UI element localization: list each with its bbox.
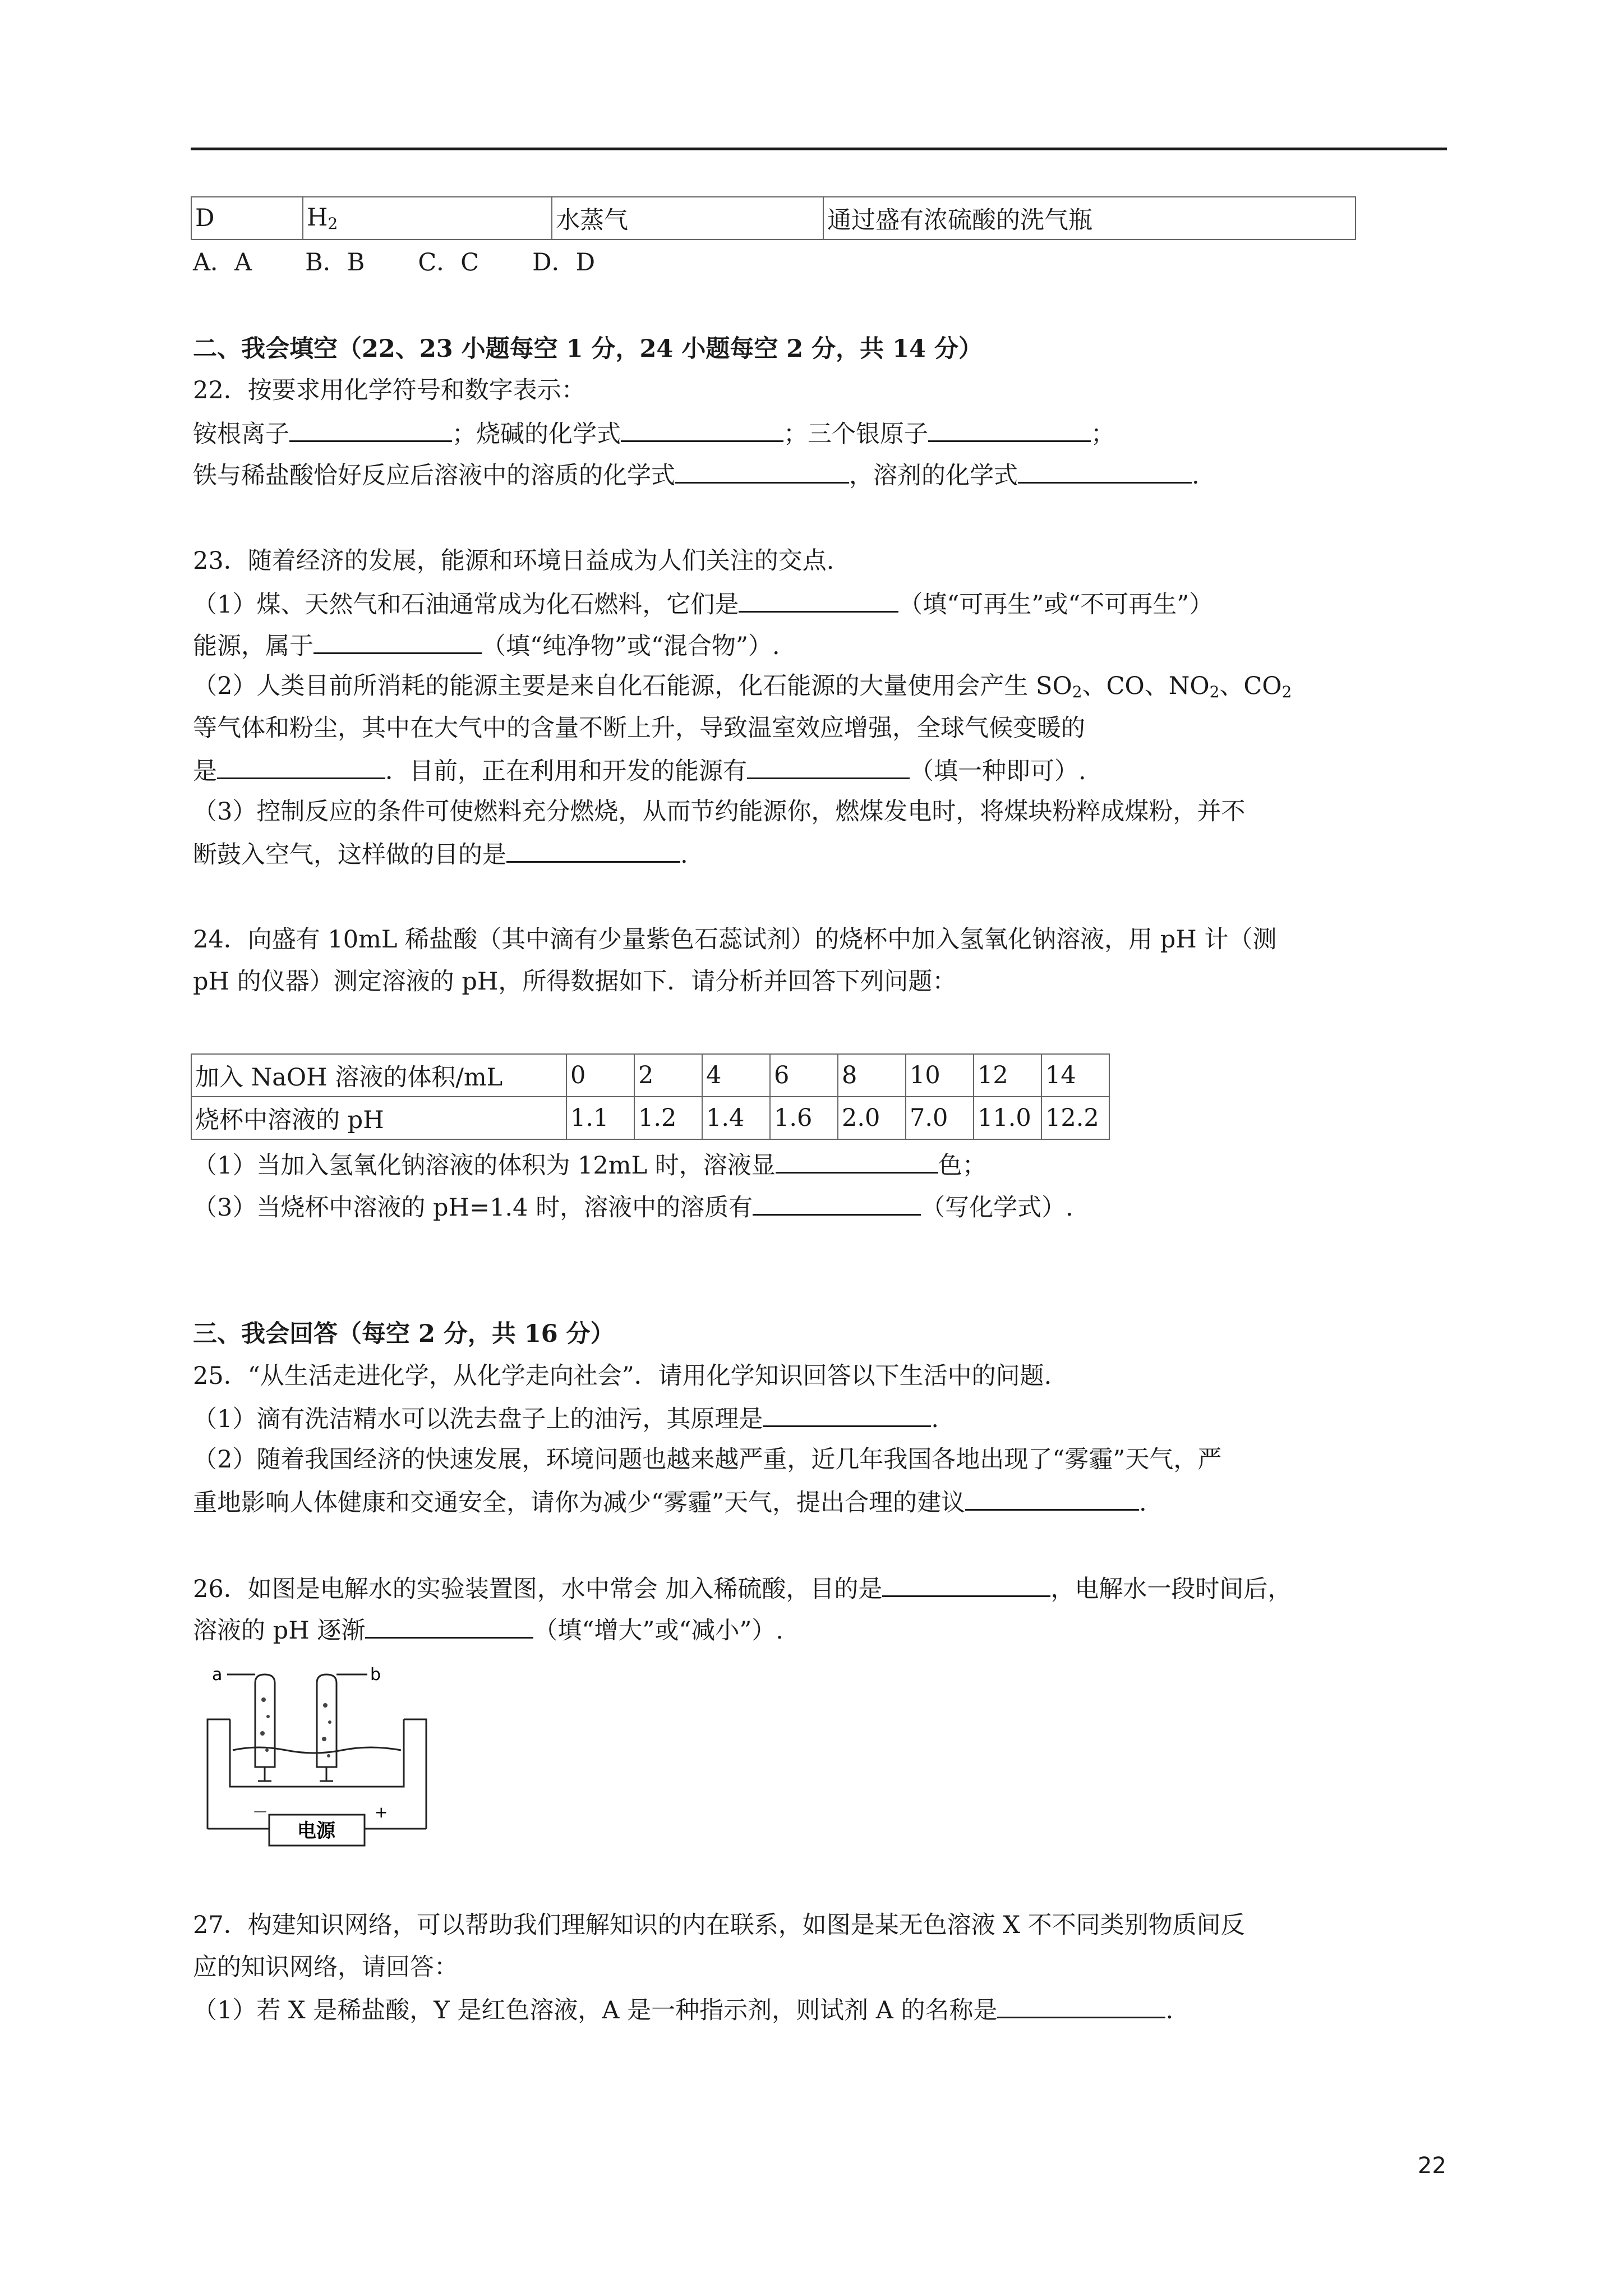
answer-blank[interactable] xyxy=(882,1571,1050,1597)
q23-p3: （3）控制反应的条件可使燃料充分燃烧，从而节约能源你，燃煤发电时，将煤块粉粹成煤粉，并不 xyxy=(193,798,1246,826)
answer-blank[interactable] xyxy=(965,1484,1139,1511)
q23-p3-cont: 断鼓入空气，这样做的目的是 . xyxy=(193,836,688,872)
q26-line2: 溶液的 pH 逐渐 （填“增大”或“减小”）. xyxy=(193,1612,783,1648)
answer-blank[interactable] xyxy=(747,753,910,779)
option-d: D．D xyxy=(532,249,596,277)
answer-blank[interactable] xyxy=(675,457,849,484)
q23-stem: 23．随着经济的发展，能源和环境日益成为人们关注的交点. xyxy=(193,547,834,575)
q25-stem: 25．“从生活走进化学，从化学走向社会”．请用化学知识回答以下生活中的问题. xyxy=(193,1362,1052,1390)
q22-line1: 铵根离子 ；烧碱的化学式 ；三个银原子 ； xyxy=(193,416,1115,451)
table-cell: 1.4 xyxy=(702,1097,770,1139)
table-cell: 2 xyxy=(634,1054,702,1097)
page-number: 22 xyxy=(1418,2153,1446,2179)
table-cell: $H_2$ xyxy=(303,197,552,240)
table-cell: 0 xyxy=(566,1054,634,1097)
electrolysis-apparatus-diagram xyxy=(196,1666,437,1857)
table-header-cell: 烧杯中溶液的 pH xyxy=(191,1097,566,1139)
q24-stem: 24．向盛有 10mL 稀盐酸（其中滴有少量紫色石蕊试剂）的烧杯中加入氢氧化钠溶液，用 pH 计（测 xyxy=(193,926,1277,954)
q27-line1: 27．构建知识网络，可以帮助我们理解知识的内在联系，如图是某无色溶液 X 不不同类别物质间反 xyxy=(193,1911,1245,1939)
header-rule xyxy=(191,148,1447,150)
option-a: A．A xyxy=(193,249,252,277)
q27-line2: 应的知识网络，请回答： xyxy=(193,1953,458,1981)
q23-p2: （2）人类目前所消耗的能源主要是来自化石能源，化石能源的大量使用会产生 $SO_2$、CO、$NO_2$、$CO_2$ xyxy=(193,672,1292,701)
table-cell: 6 xyxy=(770,1054,838,1097)
q25-p1: （1）滴有洗洁精水可以洗去盘子上的油污，其原理是 . xyxy=(193,1401,939,1436)
table-cell: 12 xyxy=(974,1054,1041,1097)
q25-p2-cont: 重地影响人体健康和交通安全，请你为减少“雾霾”天气，提出合理的建议 . xyxy=(193,1484,1147,1520)
table-cell: 水蒸气 xyxy=(552,197,823,240)
label-a: a xyxy=(212,1666,223,1685)
q24-stem-cont: pH 的仪器）测定溶液的 pH，所得数据如下．请分析并回答下列问题： xyxy=(193,968,957,996)
table-cell: 1.6 xyxy=(770,1097,838,1139)
answer-blank[interactable] xyxy=(506,836,680,863)
q24-p1: （1）当加入氢氧化钠溶液的体积为 12mL 时，溶液显 色； xyxy=(193,1147,986,1182)
answer-blank[interactable] xyxy=(928,416,1091,442)
q22-line2: 铁与稀盐酸恰好反应后溶液中的溶质的化学式 ，溶剂的化学式 . xyxy=(193,457,1200,493)
q23-p2-blanks: 是 ．目前，正在利用和开发的能源有 （填一种即可）. xyxy=(193,753,1086,788)
label-b: b xyxy=(370,1666,381,1685)
answer-blank[interactable] xyxy=(997,1992,1165,2018)
wire-left xyxy=(208,1719,230,1829)
option-b: B．B xyxy=(305,249,365,277)
test-tube-a xyxy=(255,1674,275,1767)
answer-blank[interactable] xyxy=(217,753,385,779)
section2-heading: 二、我会填空（22、23 小题每空 1 分，24 小题每空 2 分，共 14 分） xyxy=(193,335,983,363)
q25-p2: （2）随着我国经济的快速发展，环境问题也越来越严重，近几年我国各地出现了“雾霾”天气，严 xyxy=(193,1446,1222,1474)
q22-stem: 22．按要求用化学符号和数字表示： xyxy=(193,376,585,404)
table-row xyxy=(191,1054,1109,1097)
q23-p1-cont: 能源，属于 （填“纯净物”或“混合物”）. xyxy=(193,628,780,663)
plus-sign: + xyxy=(375,1803,388,1821)
minus-sign: － xyxy=(252,1803,269,1821)
table-row xyxy=(191,1097,1109,1139)
table-cell: 1.1 xyxy=(566,1097,634,1139)
answer-blank[interactable] xyxy=(621,416,783,442)
table-cell: 4 xyxy=(702,1054,770,1097)
answer-blank[interactable] xyxy=(739,586,898,613)
answer-blank[interactable] xyxy=(763,1401,931,1427)
table-cell: 8 xyxy=(838,1054,906,1097)
q23-p1: （1）煤、天然气和石油通常成为化石燃料，它们是 （填“可再生”或“不可再生”） xyxy=(193,586,1213,622)
table-header-cell: 加入 NaOH 溶液的体积/mL xyxy=(191,1054,566,1097)
table-cell: 14 xyxy=(1041,1054,1109,1097)
power-label: 电源 xyxy=(297,1820,335,1842)
top-answer-table xyxy=(191,196,1356,240)
answer-blank[interactable] xyxy=(313,628,482,654)
q27-line3: （1）若 X 是稀盐酸，Y 是红色溶液，A 是一种指示剂，则试剂 A 的名称是 . xyxy=(193,1992,1173,2027)
ph-data-table xyxy=(191,1053,1110,1140)
q24-p3: （3）当烧杯中溶液的 pH=1.4 时，溶液中的溶质有 （写化学式）. xyxy=(193,1189,1073,1225)
answer-blank[interactable] xyxy=(1018,457,1192,484)
section3-heading: 三、我会回答（每空 2 分，共 16 分） xyxy=(193,1320,615,1348)
answer-options xyxy=(193,246,595,279)
table-cell: 12.2 xyxy=(1041,1097,1109,1139)
answer-blank[interactable] xyxy=(753,1189,921,1216)
answer-blank[interactable] xyxy=(776,1147,938,1174)
wire-right xyxy=(404,1719,426,1829)
answer-blank[interactable] xyxy=(289,416,452,442)
answer-blank[interactable] xyxy=(365,1612,533,1639)
table-cell: 1.2 xyxy=(634,1097,702,1139)
table-cell: 11.0 xyxy=(974,1097,1041,1139)
table-cell: D xyxy=(191,197,303,240)
table-cell: 10 xyxy=(906,1054,974,1097)
q26-line1: 26．如图是电解水的实验装置图，水中常会 加入稀硫酸，目的是 ，电解水一段时间后， xyxy=(193,1571,1292,1606)
table-cell: 7.0 xyxy=(906,1097,974,1139)
option-c: C．C xyxy=(418,249,479,277)
table-cell: 通过盛有浓硫酸的洗气瓶 xyxy=(823,197,1355,240)
q23-p2-cont: 等气体和粉尘，其中在大气中的含量不断上升，导致温室效应增强，全球气候变暖的 xyxy=(193,714,1085,742)
table-row xyxy=(191,197,1355,240)
table-cell: 2.0 xyxy=(838,1097,906,1139)
